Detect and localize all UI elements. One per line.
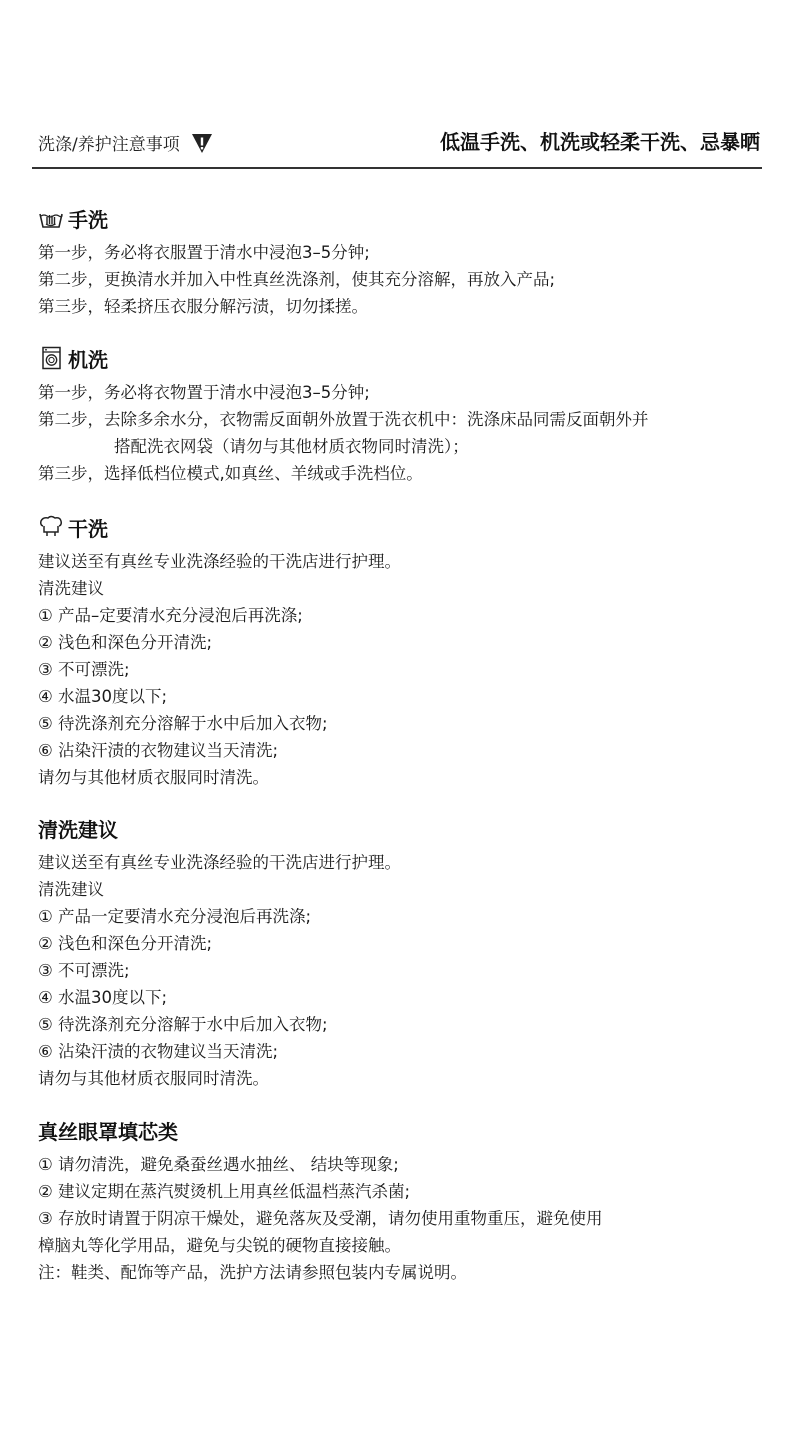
eye-mask-line-3: ③ 存放时请置于阴凉干燥处，避免落灰及受潮，请勿使用重物重压，避免使用	[38, 1209, 603, 1228]
cleaning-advice-line-5: ③ 不可漂洗;	[38, 961, 130, 980]
machine-wash-step-2: 第二步，去除多余水分，衣物需反面朝外放置于洗衣机中：洗涤床品同需反面朝外并	[38, 410, 649, 429]
header-divider	[32, 167, 762, 169]
hand-wash-step-3: 第三步，轻柔挤压衣服分解污渍，切勿揉搓。	[38, 297, 368, 316]
cleaning-advice-title: 清洗建议	[38, 817, 118, 842]
cleaning-advice-line-1: 建议送至有真丝专业洗涤经验的干洗店进行护理。	[38, 853, 401, 872]
dry-clean-line-7: ⑤ 待洗涤剂充分溶解于水中后加入衣物;	[38, 714, 328, 733]
machine-wash-title: 机洗	[68, 347, 108, 372]
cleaning-advice-section	[38, 813, 768, 1092]
machine-wash-step-2-cont: 搭配洗衣网袋（请勿与其他材质衣物同时清洗）；	[114, 437, 469, 456]
dry-clean-line-9: 请勿与其他材质衣服同时清洗。	[38, 768, 269, 787]
machine-wash-step-1: 第一步，务必将衣物置于清水中浸泡3–5分钟;	[38, 383, 370, 402]
hand-wash-icon	[38, 206, 64, 230]
eye-mask-title: 真丝眼罩填芯类	[38, 1119, 178, 1144]
machine-wash-heading	[38, 343, 768, 373]
dry-clean-title: 干洗	[68, 516, 108, 541]
machine-wash-section	[38, 343, 768, 487]
eye-mask-note: 注：鞋类、配饰等产品，洗护方法请参照包装内专属说明。	[38, 1263, 467, 1282]
page-header	[38, 124, 760, 168]
washing-machine-icon	[38, 346, 64, 370]
hand-wash-heading	[38, 203, 768, 233]
machine-wash-step-3: 第三步，选择低档位模式,如真丝、羊绒或手洗档位。	[38, 464, 423, 483]
dry-clean-line-5: ③ 不可漂洗;	[38, 660, 130, 679]
eye-mask-line-2: ② 建议定期在蒸汽熨烫机上用真丝低温档蒸汽杀菌;	[38, 1182, 411, 1201]
eye-mask-line-1: ① 请勿清洗，避免桑蚕丝遇水抽丝、 结块等现象;	[38, 1155, 399, 1174]
eye-mask-section	[38, 1115, 768, 1286]
hand-wash-step-2: 第二步，更换清水并加入中性真丝洗涤剂，使其充分溶解，再放入产品;	[38, 270, 556, 289]
eye-mask-heading	[38, 1115, 768, 1145]
dry-clean-line-1: 建议送至有真丝专业洗涤经验的干洗店进行护理。	[38, 552, 401, 571]
cleaning-advice-line-4: ② 浅色和深色分开清洗;	[38, 934, 213, 953]
dry-clean-heading	[38, 512, 768, 542]
cleaning-advice-line-3: ① 产品一定要清水充分浸泡后再洗涤;	[38, 907, 312, 926]
cleaning-advice-line-6: ④ 水温30度以下;	[38, 988, 168, 1007]
hand-wash-section	[38, 203, 768, 320]
dry-clean-line-4: ② 浅色和深色分开清洗;	[38, 633, 213, 652]
dry-clean-section	[38, 512, 768, 791]
dry-clean-line-6: ④ 水温30度以下;	[38, 687, 168, 706]
care-notice-label: 洗涤/养护注意事项	[38, 135, 180, 155]
warning-icon	[190, 132, 214, 154]
care-notice-label-group	[38, 130, 214, 155]
eye-mask-line-4: 樟脑丸等化学用品，避免与尖锐的硬物直接接触。	[38, 1236, 401, 1255]
cleaning-advice-heading	[38, 813, 768, 843]
cleaning-advice-line-9: 请勿与其他材质衣服同时清洗。	[38, 1069, 269, 1088]
cleaning-advice-line-7: ⑤ 待洗涤剂充分溶解于水中后加入衣物;	[38, 1015, 328, 1034]
dry-clean-line-3: ① 产品–定要清水充分浸泡后再洗涤;	[38, 606, 303, 625]
cleaning-advice-line-8: ⑥ 沾染汗渍的衣物建议当天清洗;	[38, 1042, 279, 1061]
care-summary-title: 低温手洗、机洗或轻柔干洗、忌暴晒	[440, 130, 760, 154]
dry-clean-line-8: ⑥ 沾染汗渍的衣物建议当天清洗;	[38, 741, 279, 760]
dry-clean-line-2: 清洗建议	[38, 579, 104, 598]
hand-wash-title: 手洗	[68, 207, 108, 232]
hand-wash-step-1: 第一步，务必将衣服置于清水中浸泡3–5分钟;	[38, 243, 370, 262]
dry-clean-icon	[38, 515, 64, 539]
cleaning-advice-line-2: 清洗建议	[38, 880, 104, 899]
